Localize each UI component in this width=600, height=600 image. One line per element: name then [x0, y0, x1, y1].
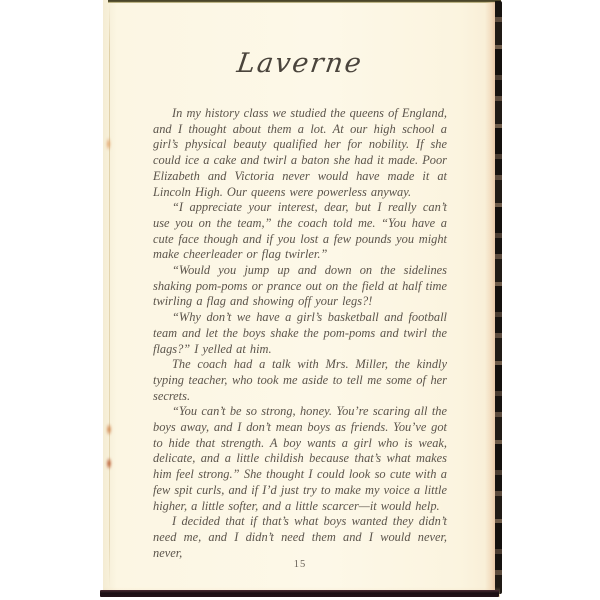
gutter-crease-line	[109, 2, 110, 589]
book-bottom-edge	[100, 590, 499, 597]
gutter-stain-middle	[106, 423, 112, 436]
paragraph-5: The coach had a talk with Mrs. Miller, the kindly typing teacher, who took me aside to tell me some of her secrets.	[153, 357, 447, 403]
book-page	[103, 0, 500, 597]
gutter-stain-top	[106, 137, 111, 151]
body-text	[153, 106, 447, 561]
paragraph-1: In my history class we studied the queens of England, and I thought about them a lot. At our high school a girl’s physical beauty qualified her for nobility. If she could ice a cake and twirl a baton she had it made. Poor Elizabeth and Victoria never would have made it at Lincoln High. Our queens were powerless anyway.	[153, 106, 447, 199]
paragraph-6: “You can’t be so strong, honey. You’re scaring all the boys away, and I don’t mean boys as friends. You’ve got to hide that strength. A boy wants a girl who is weak, delicate, and a little childish because that’s what makes him feel strong.” She thought I could look so cute with a few spit curls, and if I’d just try to make my voice a little higher, a little softer, and a little scarcer—it would help.	[153, 404, 447, 513]
page-top-edge	[108, 0, 501, 3]
paragraph-3: “Would you jump up and down on the sidelines shaking pom-poms or prance out on the field at half time twirling a flag and showing off your legs?!	[153, 263, 447, 309]
paragraph-2: “I appreciate your interest, dear, but I really can’t use you on the team,” the coach told me. “You have a cute face though and if you lost a few pounds you might make cheerleader or flag twirler.”	[153, 200, 447, 262]
page-number: 15	[293, 559, 307, 570]
paragraph-4: “Why don’t we have a girl’s basketball and football team and let the boys shake the pom-poms and twirl the flags?” I yelled at him.	[153, 310, 447, 356]
chapter-title: Laverne	[235, 48, 365, 79]
fore-edge-page-stack	[495, 1, 502, 594]
paragraph-7: I decided that if that’s what boys wanted they didn’t need me, and I didn’t need them and I would never, never,	[153, 514, 447, 560]
gutter-stain-bottom	[106, 457, 112, 470]
